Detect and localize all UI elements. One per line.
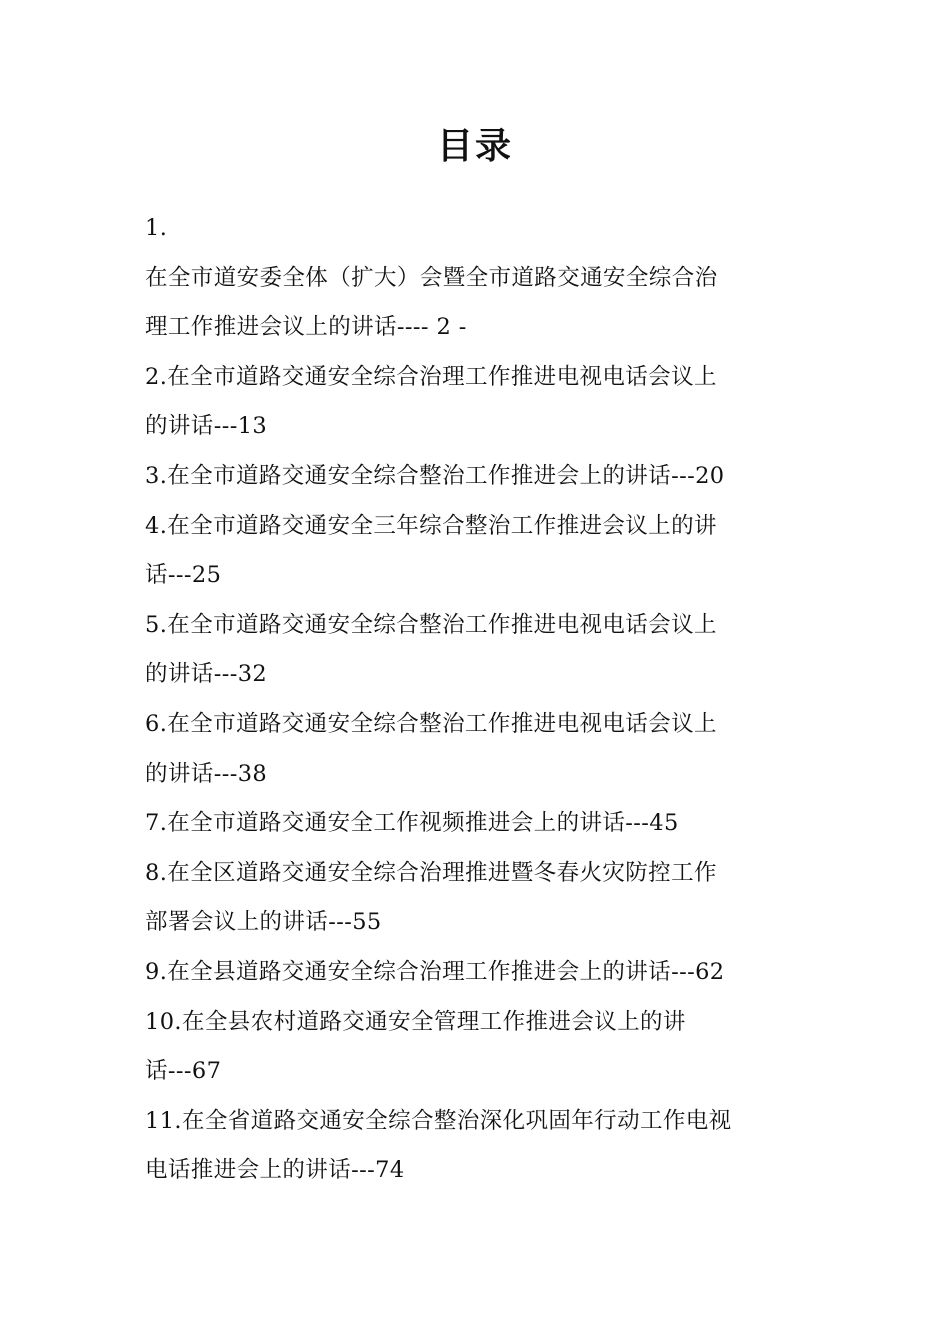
toc-line: 的讲话---32	[145, 661, 268, 688]
toc-line: 在全市道安委全体（扩大）会暨全市道路交通安全综合治	[145, 264, 718, 291]
toc-line: 部署会议上的讲话---55	[145, 909, 382, 936]
toc-line: 10.在全县农村道路交通安全管理工作推进会议上的讲	[145, 1008, 686, 1035]
toc-line: 电话推进会上的讲话---74	[145, 1157, 405, 1184]
toc-line: 2.在全市道路交通安全综合治理工作推进电视电话会议上	[145, 363, 717, 390]
toc-line: 4.在全市道路交通安全三年综合整治工作推进会议上的讲	[145, 512, 717, 539]
toc-line: 5.在全市道路交通安全综合整治工作推进电视电话会议上	[145, 611, 717, 638]
toc-line: 的讲话---13	[145, 413, 268, 440]
toc-line: 9.在全县道路交通安全综合治理工作推进会上的讲话---62	[145, 958, 725, 985]
toc-line: 的讲话---38	[145, 760, 268, 787]
toc-line: 话---25	[145, 562, 222, 589]
toc-line: 话---67	[145, 1058, 222, 1085]
toc-line: 3.在全市道路交通安全综合整治工作推进会上的讲话---20	[145, 462, 725, 489]
page-title: 目录	[436, 125, 513, 167]
table-of-contents	[145, 204, 810, 1196]
toc-line: 1.	[145, 215, 168, 241]
toc-line: 11.在全省道路交通安全综合整治深化巩固年行动工作电视	[145, 1107, 732, 1134]
toc-line: 7.在全市道路交通安全工作视频推进会上的讲话---45	[145, 810, 679, 837]
toc-line: 理工作推进会议上的讲话---- 2 -	[145, 314, 467, 341]
toc-line: 6.在全市道路交通安全综合整治工作推进电视电话会议上	[145, 710, 717, 737]
toc-line: 8.在全区道路交通安全综合治理推进暨冬春火灾防控工作	[145, 859, 717, 886]
